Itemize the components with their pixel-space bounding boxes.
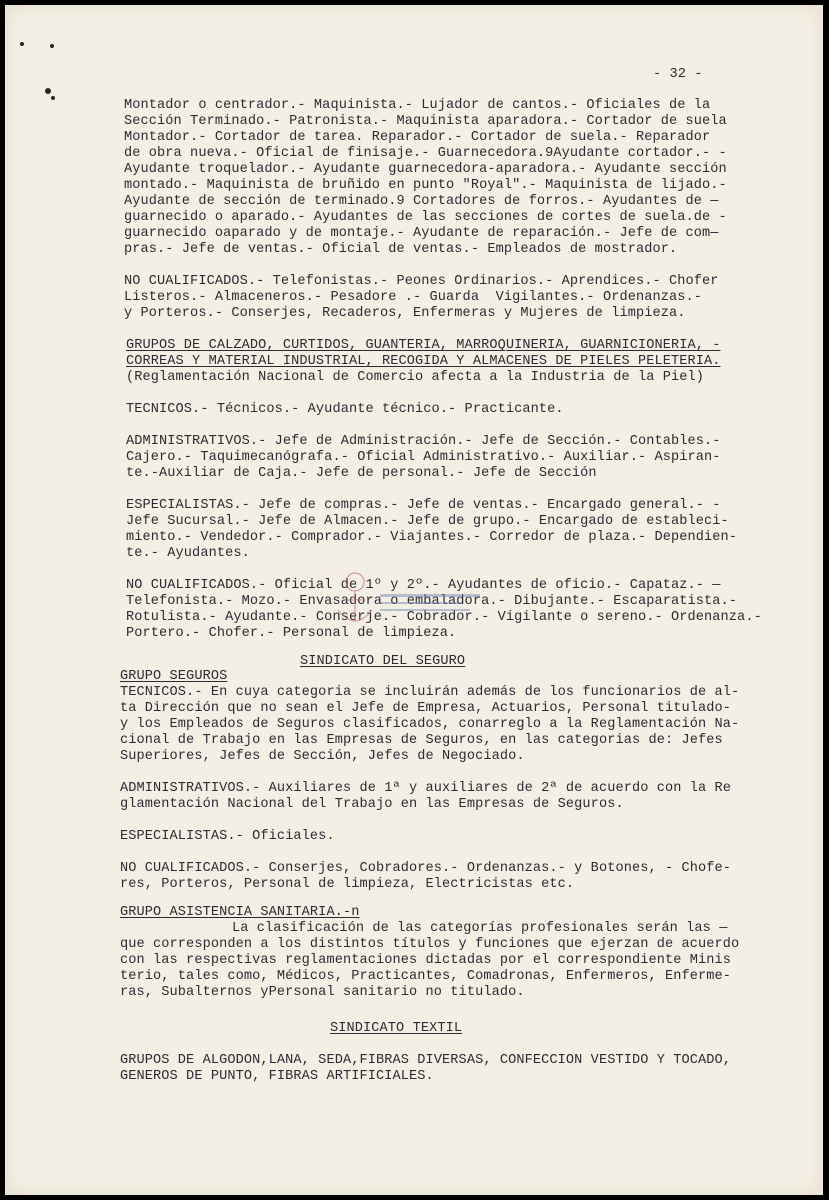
- text-line: que corresponden a los distintos títulos y funciones que ejerzan de acuerdo: [120, 937, 740, 952]
- text-line: ADMINISTRATIVOS.- Jefe de Administración.- Jefe de Sección.- Contables.-: [126, 434, 721, 449]
- text-line: de obra nueva.- Oficial de finisaje.- Guarnecedora.9Ayudante cortador.- -: [124, 146, 727, 161]
- text-line: Portero.- Chofer.- Personal de limpieza.: [126, 626, 457, 641]
- text-line: ras, Subalternos yPersonal sanitario no titulado.: [120, 985, 525, 1000]
- text-line: TECNICOS.- Técnicos.- Ayudante técnico.- Practicante.: [126, 402, 564, 417]
- text-line: NO CUALIFICADOS.- Conserjes, Cobradores.- Ordenanzas.- y Botones, - Chofe-: [120, 861, 732, 876]
- text-line: TECNICOS.- En cuya categoria se incluirán además de los funcionarios de al-: [120, 685, 740, 700]
- text-line: GRUPO SEGUROS: [120, 669, 228, 684]
- text-line: GRUPOS DE ALGODON,LANA, SEDA,FIBRAS DIVERSAS, CONFECCION VESTIDO Y TOCADO,: [120, 1053, 732, 1068]
- text-line: Montador.- Cortador de tarea. Reparador.- Cortador de suela.- Reparador: [124, 130, 711, 145]
- text-line: GRUPOS DE CALZADO, CURTIDOS, GUANTERIA, MARROQUINERIA, GUARNICIONERIA, -: [126, 338, 721, 353]
- text-line: CORREAS Y MATERIAL INDUSTRIAL, RECOGIDA Y ALMACENES DE PIELES PELETERIA.: [126, 354, 721, 369]
- text-line: y los Empleados de Seguros clasificados, conarreglo a la Reglamentación Na-: [120, 717, 740, 732]
- text-line: GENEROS DE PUNTO, FIBRAS ARTIFICIALES.: [120, 1069, 434, 1084]
- text-line: Ayudante de sección de terminado.9 Cortadores de forros.- Ayudantes de —: [124, 194, 719, 209]
- text-line: Telefonista.- Mozo.- Envasadora o embaladora.- Dibujante.- Escaparatista.-: [126, 594, 738, 609]
- text-line: SINDICATO DEL SEGURO: [300, 654, 466, 669]
- text-line: y Porteros.- Conserjes, Recaderos, Enfermeras y Mujeres de limpieza.: [124, 306, 686, 321]
- text-line: NO CUALIFICADOS.- Oficial de 1º y 2º.- Ayudantes de oficio.- Capataz.- —: [126, 578, 721, 593]
- text-line: Superiores, Jefes de Sección, Jefes de Negociado.: [120, 749, 525, 764]
- text-line: (Reglamentación Nacional de Comercio afecta a la Industria de la Piel): [126, 370, 705, 385]
- text-line: ESPECIALISTAS.- Jefe de compras.- Jefe de ventas.- Encargado general.- -: [126, 498, 721, 513]
- text-line: Cajero.- Taquimecanógrafa.- Oficial Administrativo.- Auxiliar.- Aspiran-: [126, 450, 721, 465]
- text-line: GRUPO ASISTENCIA SANITARIA.-n: [120, 905, 360, 920]
- text-line: La clasificación de las categorías profesionales serán las —: [232, 921, 728, 936]
- text-line: SINDICATO TEXTIL: [330, 1021, 463, 1036]
- text-line: Ayudante troquelador.- Ayudante guarnecedora-aparadora.- Ayudante sección: [124, 162, 727, 177]
- text-line: montado.- Maquinista de bruñido en punto "Royal".- Maquinista de lijado.-: [124, 178, 727, 193]
- text-line: guarnecido o aparado.- Ayudantes de las secciones de cortes de suela.de -: [124, 210, 727, 225]
- text-line: guarnecido oaparado y de montaje.- Ayudante de reparación.- Jefe de com—: [124, 226, 719, 241]
- text-line: ESPECIALISTAS.- Oficiales.: [120, 829, 335, 844]
- text-line: Rotulista.- Ayudante.- Conserje.- Cobrador.- Vigilante o sereno.- Ordenanza.-: [126, 610, 762, 625]
- text-line: cional de Trabajo en las Empresas de Seguros, en las categorias de: Jefes: [120, 733, 723, 748]
- text-line: ta Dirección que no sean el Jefe de Empresa, Actuarios, Personal titulado-: [120, 701, 732, 716]
- text-line: pras.- Jefe de ventas.- Oficial de ventas.- Empleados de mostrador.: [124, 242, 678, 257]
- text-line: Sección Terminado.- Patronista.- Maquinista aparadora.- Cortador de suela: [124, 114, 727, 129]
- text-line: con las respectivas reglamentaciones dictadas por el correspondiente Minis: [120, 953, 732, 968]
- text-line: miento.- Vendedor.- Comprador.- Viajantes.- Corredor de plaza.- Dependien-: [126, 530, 738, 545]
- text-line: Montador o centrador.- Maquinista.- Lujador de cantos.- Oficiales de la: [124, 98, 711, 113]
- text-line: glamentación Nacional del Trabajo en las Empresas de Seguros.: [120, 797, 624, 812]
- page-number: - 32 -: [653, 67, 703, 82]
- text-line: NO CUALIFICADOS.- Telefonistas.- Peones Ordinarios.- Aprendices.- Chofer: [124, 274, 719, 289]
- text-line: terio, tales como, Médicos, Practicantes, Comadronas, Enfermeros, Enferme-: [120, 969, 732, 984]
- text-line: te.-Auxiliar de Caja.- Jefe de personal.- Jefe de Sección: [126, 466, 597, 481]
- text-line: ADMINISTRATIVOS.- Auxiliares de 1ª y auxiliares de 2ª de acuerdo con la Re: [120, 781, 732, 796]
- text-line: Listeros.- Almaceneros.- Pesadore .- Guarda Vigilantes.- Ordenanzas.-: [124, 290, 703, 305]
- text-line: te.- Ayudantes.: [126, 546, 250, 561]
- text-line: Jefe Sucursal.- Jefe de Almacen.- Jefe de grupo.- Encargado de estableci-: [126, 514, 729, 529]
- text-line: res, Porteros, Personal de limpieza, Electricistas etc.: [120, 877, 575, 892]
